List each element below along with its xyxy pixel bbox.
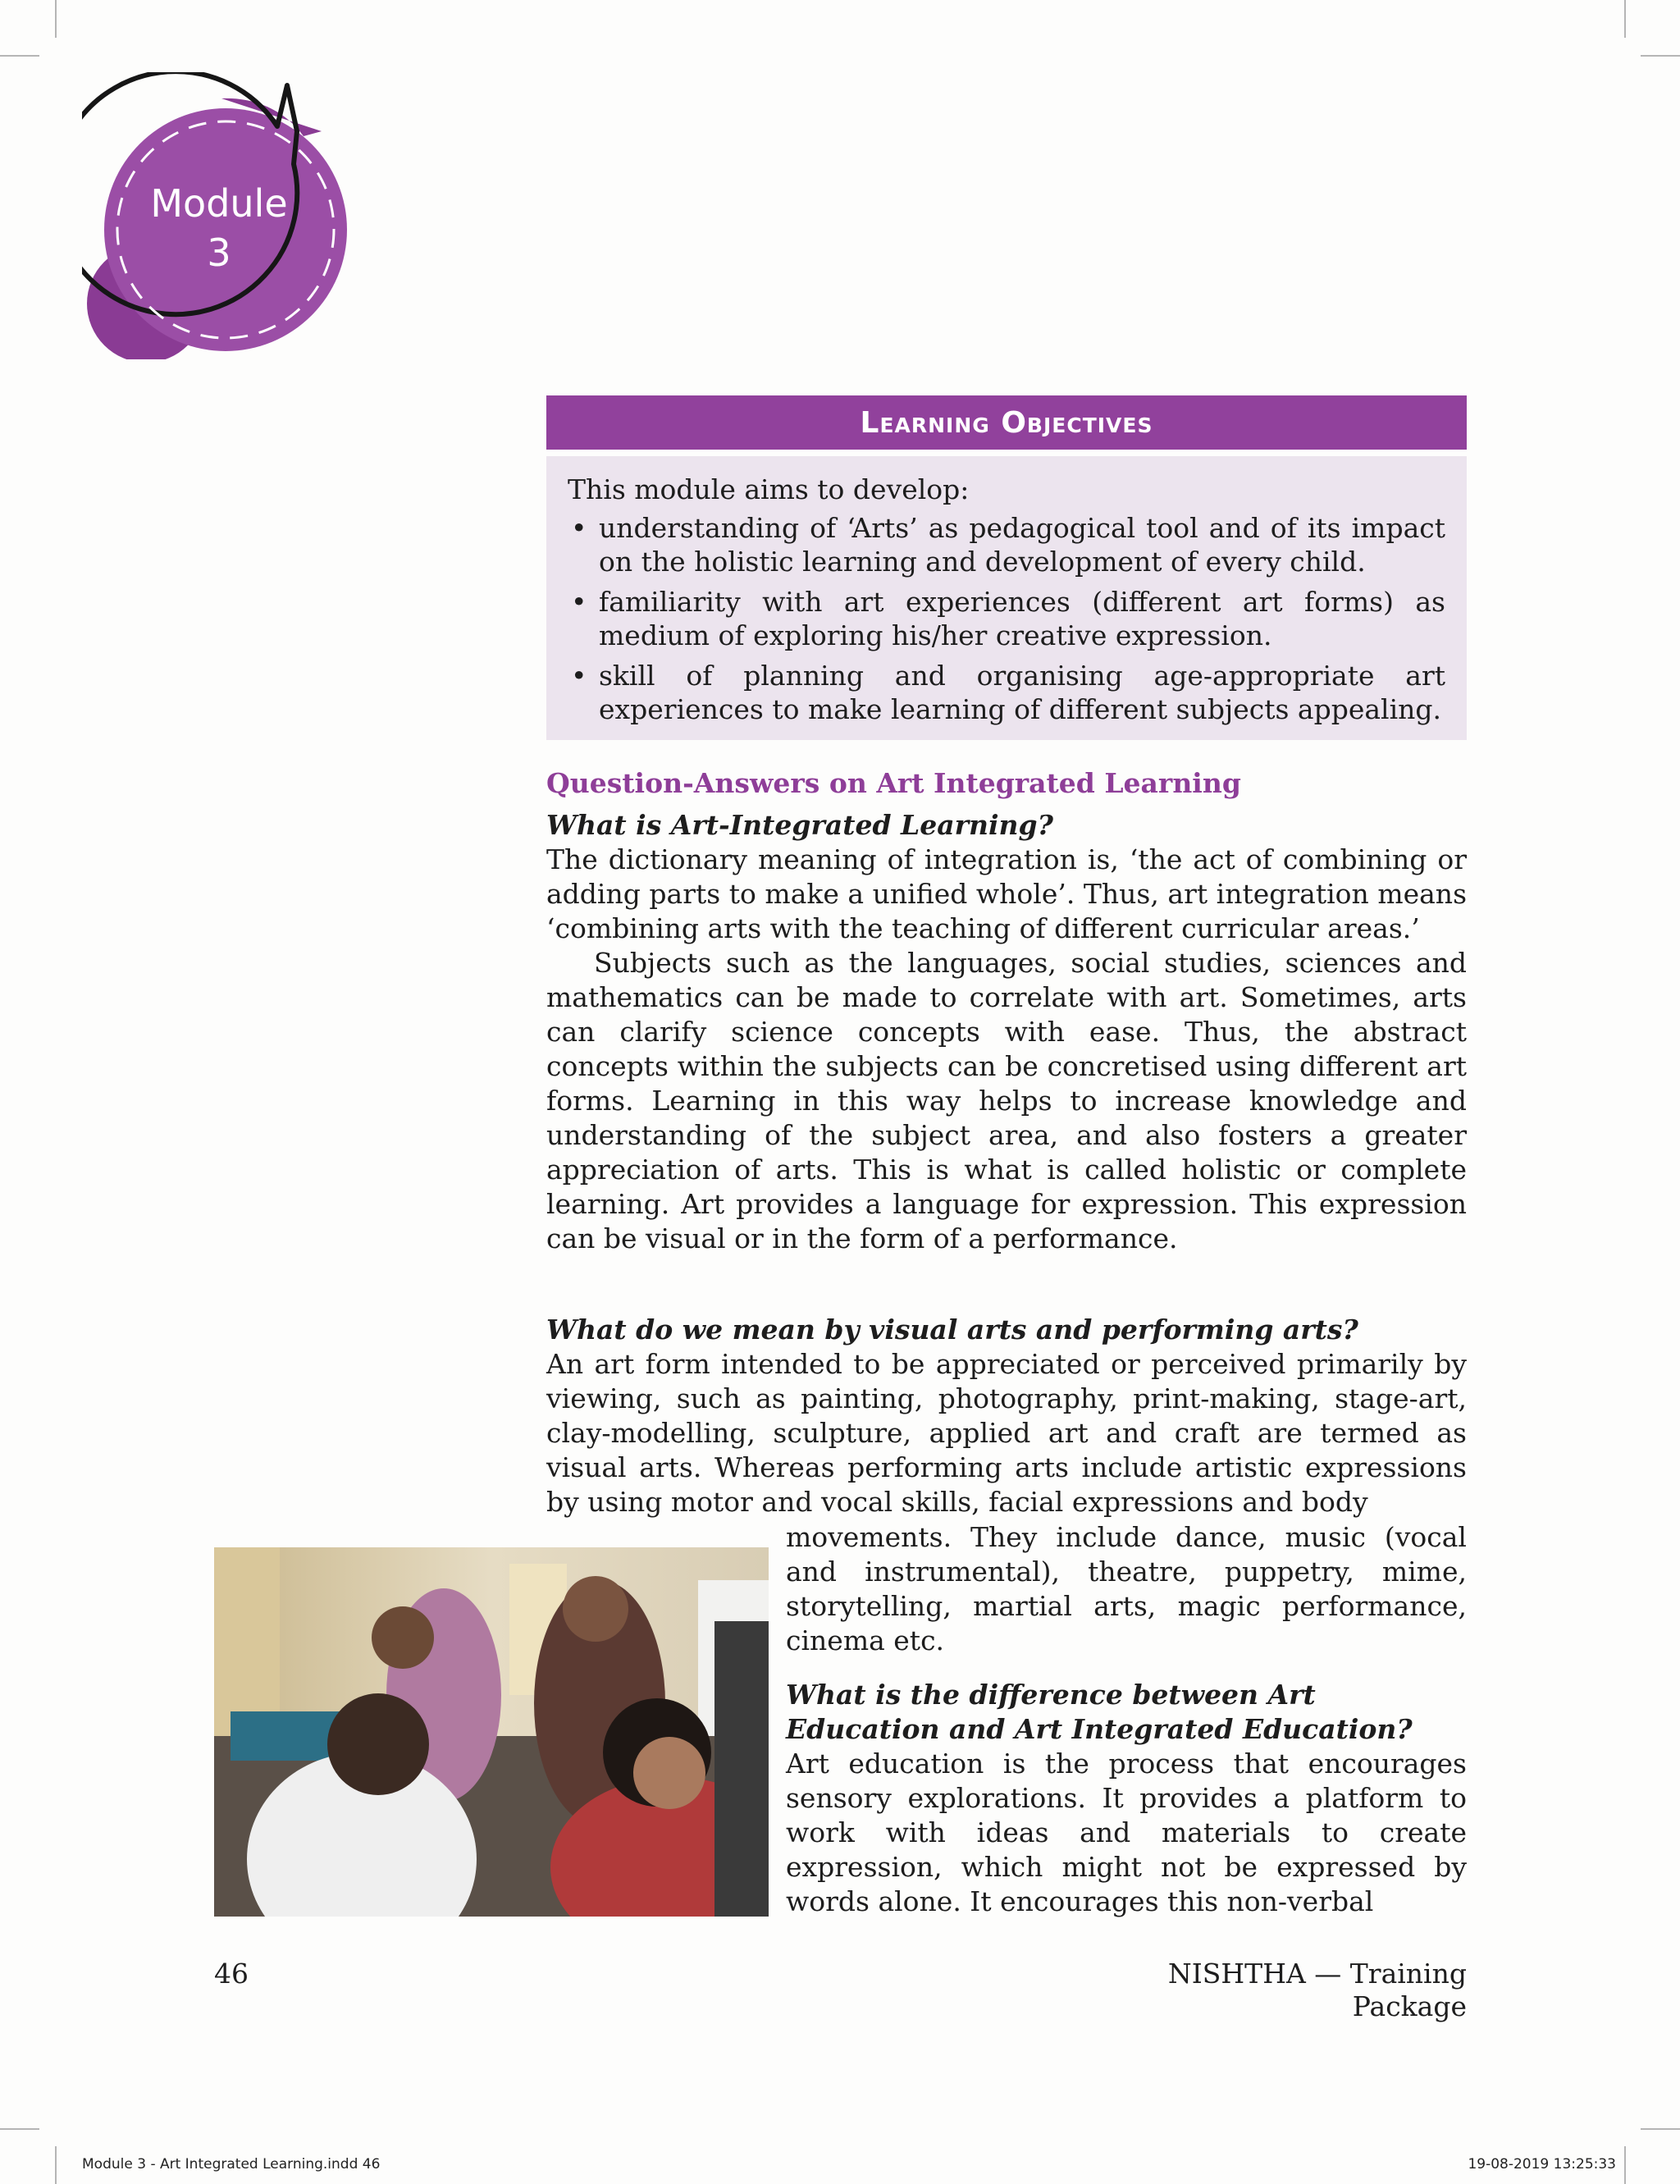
- objective-item: • understanding of ‘Arts’ as pedagogical tool and of its impact on the holistic learning and development of every child.: [568, 511, 1445, 578]
- page-number: 46: [214, 1958, 249, 1990]
- q2-block: [546, 1313, 1467, 1519]
- slug-filename: Module 3 - Art Integrated Learning.indd 46: [82, 2156, 381, 2173]
- slug-timestamp: 19-08-2019 13:25:33: [1468, 2156, 1616, 2173]
- body-paragraph: Art education is the process that encourages sensory explorations. It provides a platform to work with ideas and materials to create expression, which might not be expressed by words alone. It encourages this non-verbal: [786, 1748, 1467, 1917]
- crop-mark: [1641, 55, 1680, 57]
- section-title: Question-Answers on Art Integrated Learning: [546, 767, 1241, 799]
- running-title: NISHTHA — Training Package: [1167, 1958, 1467, 2022]
- body-paragraph: An art form intended to be appreciated or perceived primarily by viewing, such as painting, photography, print-making, stage-art, clay-modelling, sculpture, applied art and craft are termed as visual arts. Whereas performing arts include artistic expressions by using motor and vocal skills, facial expressions and body: [546, 1348, 1467, 1518]
- q1-block: [546, 808, 1467, 1256]
- crop-mark: [1641, 2128, 1680, 2130]
- learning-objectives-title: Learning Objectives: [860, 406, 1153, 440]
- crop-mark: [1624, 0, 1626, 38]
- question-heading: What is the difference between Art Education and Art Integrated Education?: [786, 1679, 1413, 1745]
- objectives-intro: This module aims to develop:: [568, 473, 970, 505]
- module-number: 3: [207, 231, 231, 275]
- module-badge: [82, 72, 353, 359]
- crop-mark: [55, 2146, 57, 2184]
- question-heading: What do we mean by visual arts and performing arts?: [546, 1314, 1358, 1346]
- objective-item: • skill of planning and organising age-appropriate art experiences to make learning of different subjects appealing.: [568, 659, 1445, 726]
- learning-objectives-heading: [546, 395, 1467, 450]
- crop-mark: [0, 55, 39, 57]
- body-paragraph: Subjects such as the languages, social studies, sciences and mathematics can be made to correlate with art. Sometimes, arts can clarify science concepts with ease. Thus, the abstract concepts within the subjects can be concretised using different art forms. Learning in this way helps to increase knowledge and understanding of the subject area, and also fosters a greater appreciation of arts. This is what is called holistic or complete learning. Art provides a language for expression. This expression can be visual or in the form of a performance.: [546, 947, 1467, 1254]
- workshop-photo-image: [214, 1547, 769, 1917]
- body-paragraph: movements. They include dance, music (vocal and instrumental), theatre, puppetry, mime, storytelling, martial arts, magic performance, cinema etc.: [786, 1521, 1467, 1656]
- q2-continued: [786, 1520, 1467, 1658]
- module-label: [133, 179, 305, 277]
- module-word: Module: [150, 181, 288, 226]
- q3-block: [786, 1678, 1467, 1919]
- workshop-photo: [214, 1547, 769, 1917]
- learning-objectives-box: [546, 456, 1467, 740]
- objective-item: • familiarity with art experiences (different art forms) as medium of exploring his/her creative expression.: [568, 585, 1445, 652]
- crop-mark: [1624, 2146, 1626, 2184]
- crop-mark: [55, 0, 57, 38]
- objectives-list: [568, 511, 1445, 726]
- question-heading: What is Art-Integrated Learning?: [546, 809, 1053, 841]
- crop-mark: [0, 2128, 39, 2130]
- body-paragraph: The dictionary meaning of integration is, ‘the act of combining or adding parts to make a unified whole’. Thus, art integration means ‘combining arts with the teaching of different curricular areas.’: [546, 843, 1467, 944]
